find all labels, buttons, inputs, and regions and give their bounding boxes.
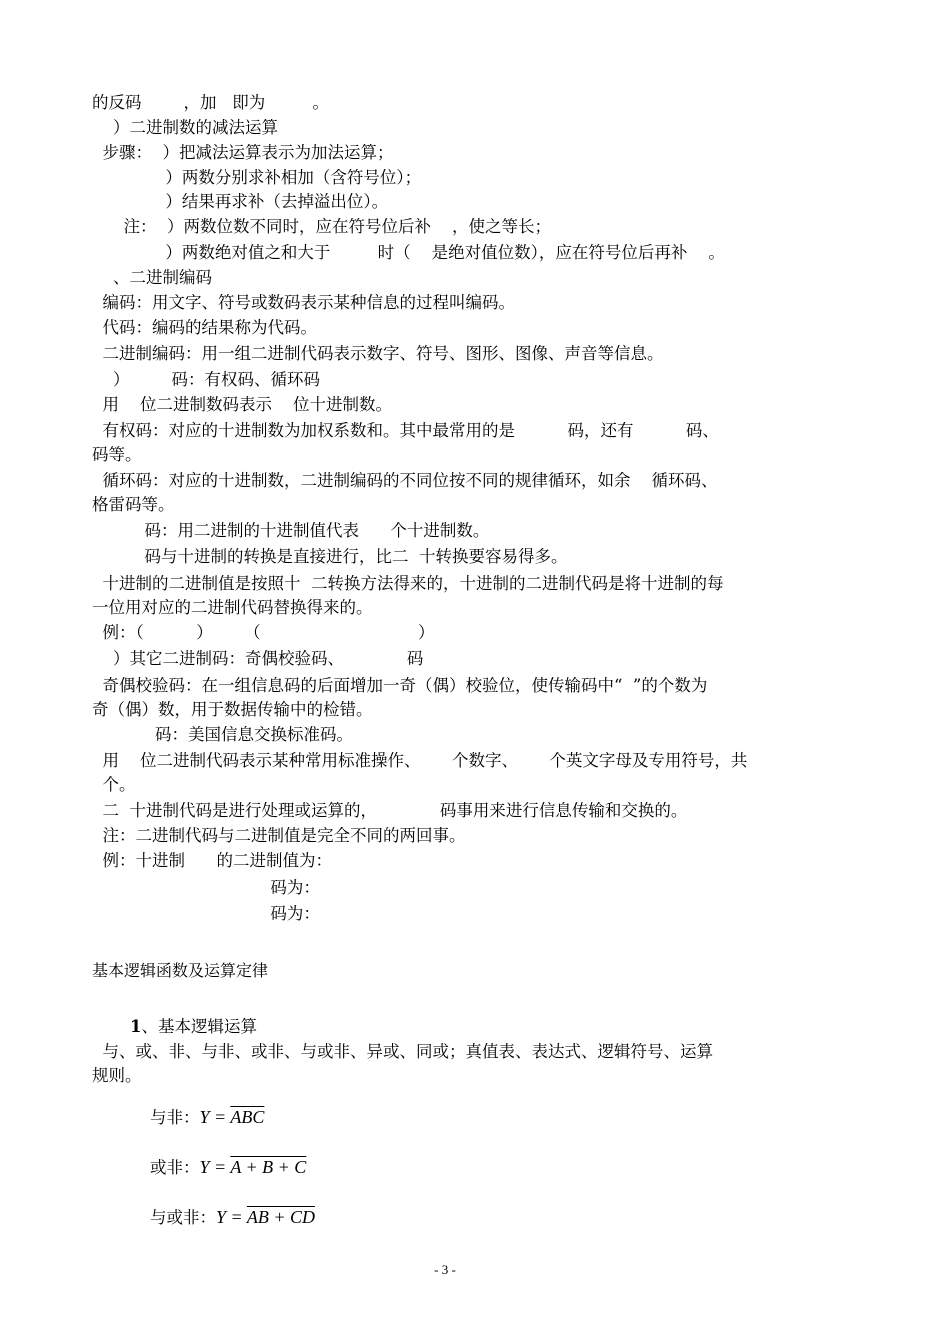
body-line: 用 位二进制代码表示某种常用标准操作、 个数字、 个英文字母及专用符号，共 <box>92 751 748 770</box>
formula-nand-lhs: Y = <box>199 1107 231 1127</box>
page-number: - 3 - <box>434 1262 456 1277</box>
body-line: 有权码：对应的十进制数为加权系数和。其中最常用的是 码，还有 码、 <box>92 421 719 440</box>
body-line: 的反码 ，加 即为 。 <box>92 93 329 112</box>
body-line: 码等。 <box>92 445 142 464</box>
body-line: 编码：用文字、符号或数码表示某种信息的过程叫编码。 <box>92 293 515 312</box>
body-line: ）两数绝对值之和大于 时（ 是绝对值位数），应在符号位后再补 。 <box>92 243 725 262</box>
body-line: 注：二进制代码与二进制值是完全不同的两回事。 <box>92 826 466 845</box>
formula-nor-rhs: A + B + C <box>230 1157 307 1177</box>
body-line: 注： ）两数位数不同时，应在符号位后补 ，使之等长； <box>92 217 551 236</box>
subsection-number: 1 <box>130 1017 142 1036</box>
body-line: 例：（ ） （ ） <box>92 623 435 642</box>
body-line: ）两数分别求补相加（含符号位）； <box>92 168 422 187</box>
formula-nor-label: 或非： <box>150 1158 200 1177</box>
body-line: 二 十进制代码是进行处理或运算的， 码事用来进行信息传输和交换的。 <box>92 801 688 820</box>
body-line: 奇（偶）数，用于数据传输中的检错。 <box>92 700 373 719</box>
body-line: ）结果再求补（去掉溢出位）。 <box>92 192 389 211</box>
body-line: ）二进制数的减法运算 <box>92 118 278 137</box>
body-line: 、二进制编码 <box>92 268 212 287</box>
subsection-label: 、基本逻辑运算 <box>141 1017 257 1036</box>
formula-nand-rhs: $\overline{ABC}$ <box>230 1107 265 1127</box>
body-line: 码：美国信息交换标准码。 <box>92 725 353 744</box>
body-line: ） 码：有权码、循环码 <box>92 370 320 389</box>
body-line: 代码：编码的结果称为代码。 <box>92 318 317 337</box>
formula-nor <box>150 1155 306 1180</box>
body-line: 一位用对应的二进制代码替换得来的。 <box>92 598 373 617</box>
formula-nand <box>150 1105 264 1130</box>
body-line: 十进制的二进制值是按照十 二转换方法得来的，十进制的二进制代码是将十进制的每 <box>92 574 724 593</box>
intro-line-1: 与、或、非、与非、或非、与或非、异或、同或；真值表、表达式、逻辑符号、运算 <box>92 1042 713 1061</box>
intro-line-2: 规则。 <box>92 1066 142 1085</box>
body-line: 例：十进制 的二进制值为： <box>92 851 332 870</box>
body-line: 个。 <box>92 775 136 794</box>
formula-andornot-lhs: Y = <box>216 1207 247 1227</box>
subsection-title <box>130 1016 257 1038</box>
formula-andornot <box>150 1205 315 1230</box>
body-line: 码为： <box>92 878 320 897</box>
body-line: 码为： <box>92 904 320 923</box>
formula-andornot-rhs: AB + CD <box>246 1207 315 1227</box>
formula-nand-label: 与非： <box>150 1108 200 1127</box>
body-line: 二进制编码：用一组二进制代码表示数字、符号、图形、图像、声音等信息。 <box>92 344 664 363</box>
body-line: ）其它二进制码：奇偶校验码、 码 <box>92 649 424 668</box>
body-line: 用 位二进制数码表示 位十进制数。 <box>92 395 392 414</box>
body-line: 码：用二进制的十进制值代表 个十进制数。 <box>92 521 490 540</box>
body-line: 循环码：对应的十进制数，二进制编码的不同位按不同的规律循环，如余 循环码、 <box>92 471 718 490</box>
section-heading: 基本逻辑函数及运算定律 <box>92 961 269 980</box>
body-line: 奇偶校验码：在一组信息码的后面增加一奇（偶）校验位，使传输码中“ ”的个数为 <box>92 676 708 695</box>
body-line: 格雷码等。 <box>92 495 175 514</box>
body-line: 步骤： ）把减法运算表示为加法运算； <box>92 143 394 162</box>
body-line: 码与十进制的转换是直接进行，比二 十转换要容易得多。 <box>92 547 568 566</box>
formula-nor-lhs: Y = <box>199 1157 231 1177</box>
formula-andornot-label: 与或非： <box>150 1208 216 1227</box>
